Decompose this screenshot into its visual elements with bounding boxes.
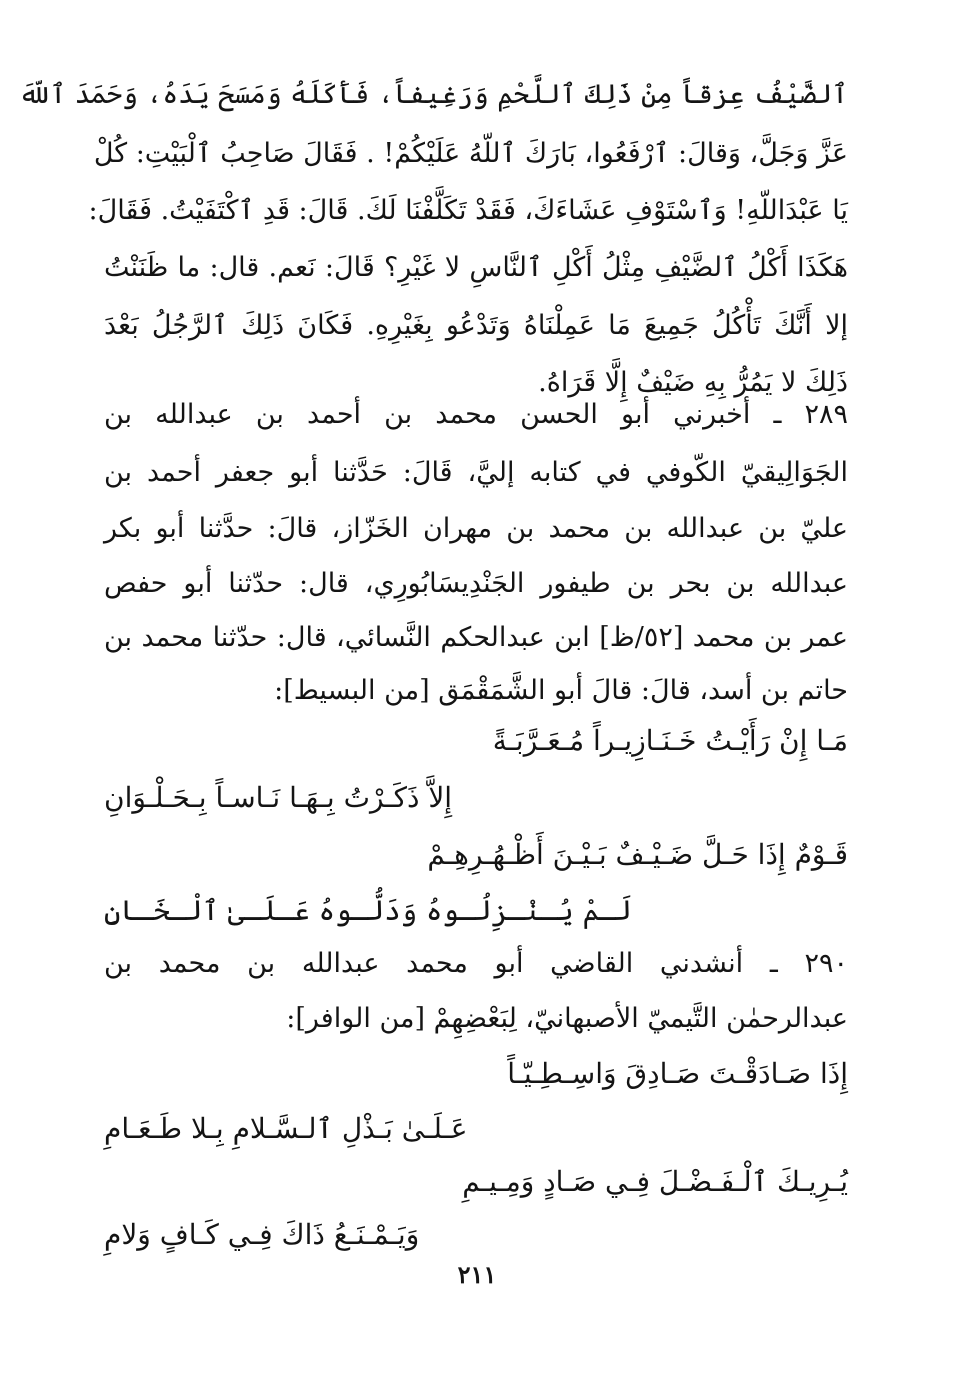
- text-line: يَا عَبْدَاللّهِ! وَٱسْتَوْفِ عَشَاءَكَ، فَقَدْ تَكَلَّفْنَا لَكَ. قَالَ: قَدِ ٱكْتَفَيْتُ. فَقَالَ:: [88, 195, 848, 226]
- section-290-heading-line: ٢٩٠ ـ أنشدني القاضي أبو محمد عبدالله بن محمد بن: [104, 948, 848, 979]
- text-line: عبدالله بن بحر بن طيفور الجَنْدِيسَابُورِي، قال: حدّثنا أبو حفص: [104, 568, 848, 599]
- page-number: ٢١١: [457, 1260, 497, 1289]
- text-line: عَزَّ وَجَلَّ، وَقالَ: ٱرْفَعُوا، بَارَكَ ٱللّهُ عَلَيْكُمْ! . فَقَالَ صَاحِبُ ٱلْبَيْتِ: كُلْ: [93, 138, 848, 169]
- text-line-last: عبدالرحمٰن التَّيميّ الأصبهانيّ، لِبَعْضِهِمْ [من الوافر]:: [286, 1003, 848, 1034]
- text-line-last: ذَلِكَ لا يَمُرُّ بِهِ ضَيْفٌ إِلَّا قَرَاهُ.: [538, 367, 848, 398]
- verse-hemistich-1: مَـا إِنْ رَأَيْـتُ خَـنَـازِيـراً مُـعَـرَّبَـةً: [492, 724, 848, 757]
- text-line: عليّ بن عبدالله بن محمد بن مهران الخَزّاز، قالَ: حدَّثنا أبو بكر: [104, 513, 848, 544]
- text-line: عمر بن محمد [٥٢/ظ] ابن عبدالحكم النَّسائي، قال: حدّثنا محمد بن: [104, 622, 848, 653]
- verse-hemistich-2: لَـمْ يُـنْـزِلُـوهُ وَدَلُّـوهُ عَـلَـىٰ ٱلْـخَـانِ: [104, 894, 632, 927]
- verse-hemistich-2: عَـلَـىٰ بَـذْلِ ٱلـسَّـلامِ بِـلا طَـعَـامِ: [104, 1112, 468, 1145]
- text-line: إلا أَنَّكَ تَأْكُلُ جَمِيعَ مَا عَمِلْنَاهُ وَتَدْعُو بِغَيْرِهِ. فَكَانَ ذَلِكَ ٱلرَّجُلُ بَعْدَ: [104, 310, 848, 341]
- text-line: هَكَذَا أَكْلُ ٱلضَّيْفِ مِثْلُ أَكْلِ ٱلنَّاسِ لا غَيْرِ؟ قَالَ: نَعم. قال: ما ظَنَنْتُ: [104, 252, 848, 283]
- verse-hemistich-1: قَـوْمٌ إِذَا حَـلَّ ضَـيْـفٌ بَـيْـنَ أَظْـهُـرِهِـمْ: [427, 838, 848, 871]
- verse-hemistich-1: إِذَا صَـادَقْـتَ صَـادِقَ وَاسِـطِـيّـاً: [507, 1057, 848, 1090]
- verse-hemistich-2: وَيَـمْـنَـعُ ذَاكَ فِـي كَـافٍ وَلامِ: [104, 1218, 420, 1251]
- verse-hemistich-1: يُـرِيـكَ ٱلْـفَـضْـلَ فِـي صَـادٍ وَمِـيـمِ: [462, 1165, 848, 1198]
- text-line-last: حاتم بن أسد، قالَ: قالَ أبو الشَّمَقْمَق [من البسيط]:: [274, 675, 848, 706]
- text-line: الجَوَالِيقيّ الكّوفي في كتابه إليَّ، قَالَ: حَدَّثنا أبو جعفر أحمد بن: [104, 457, 848, 488]
- verse-hemistich-2: إِلاَّ ذَكَـرْتُ بِـهَـا نَـاسـاً بِـحَـلْـوَانِ: [104, 781, 453, 814]
- text-line: ٱلضَّيْفُ عِزقاً مِنْ ذَلِكَ ٱللَّحْمِ وَرَغِيفاً، فَأَكَلَهُ وَمَسَحَ يَدَهُ، وَحَمَدَ ٱللّهَ: [18, 79, 848, 110]
- section-289-heading-line: ٢٨٩ ـ أخبرني أبو الحسن محمد بن أحمد بن عبدالله بن: [104, 399, 848, 430]
